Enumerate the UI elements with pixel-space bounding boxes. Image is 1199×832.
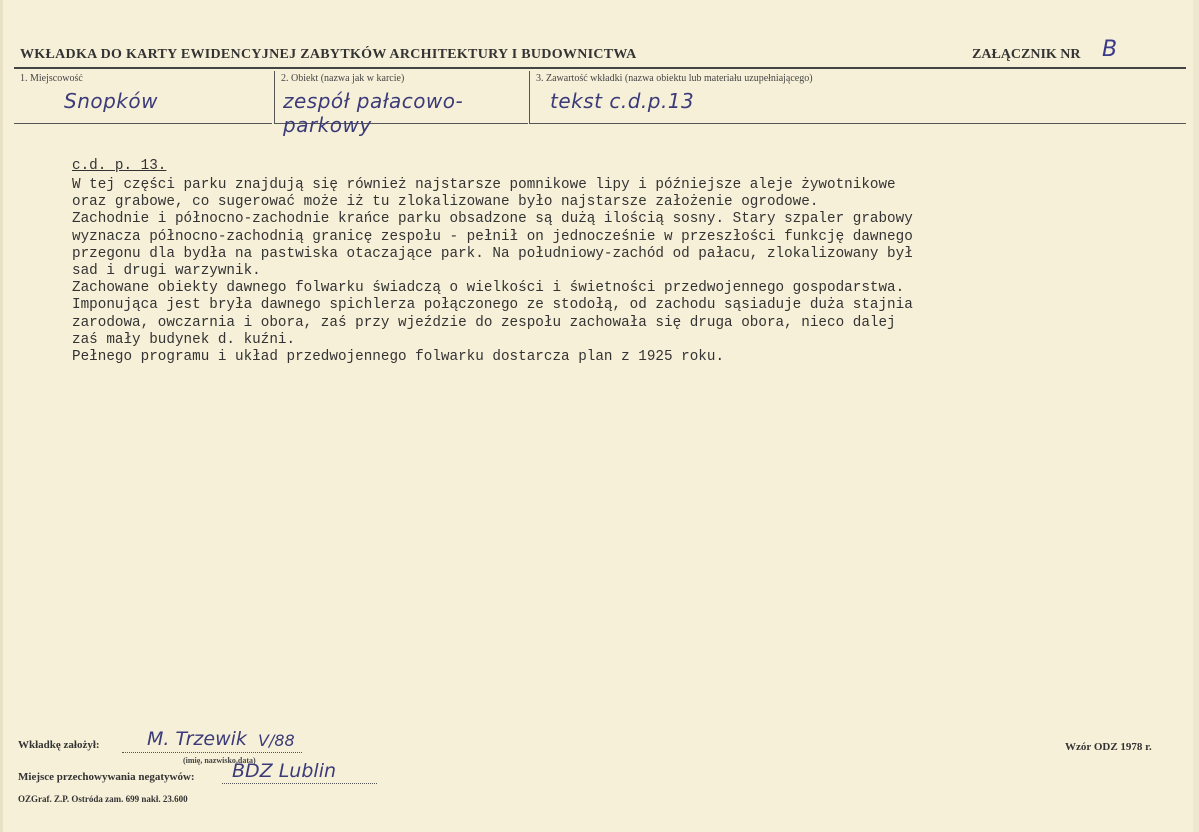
body-line: W tej części parku znajdują się również najstarsze pomnikowe lipy i późniejsze aleje żywotnikowe bbox=[72, 177, 896, 193]
body-text bbox=[72, 177, 1102, 366]
body-line: zaś mały budynek d. kuźni. bbox=[72, 331, 296, 348]
author-date: V/88 bbox=[258, 731, 295, 750]
field-object bbox=[274, 71, 528, 137]
field-contents-value: tekst c.d.p.13 bbox=[550, 89, 695, 113]
author-line bbox=[122, 752, 302, 753]
author-signature: M. Trzewik bbox=[147, 728, 247, 750]
negatives-signature: BDZ Lublin bbox=[232, 760, 337, 782]
attachment-value: B bbox=[1102, 37, 1118, 62]
body-line: zarodowa, owczarnia i obora, zaś przy wjeździe do zespołu zachowała się druga obora, nieco dalej bbox=[72, 314, 896, 331]
body-line: oraz grabowe, co sugerować może iż tu zlokalizowane było najstarsze założenie ogrodowe. bbox=[72, 194, 819, 211]
field-contents bbox=[529, 71, 1186, 124]
attachment-label: ZAŁĄCZNIK NR bbox=[972, 47, 1081, 62]
field-object-label: 2. Obiekt (nazwa jak w karcie) bbox=[281, 73, 405, 84]
body-heading: c.d. p. 13. bbox=[72, 158, 167, 174]
header-divider bbox=[14, 67, 1186, 69]
author-label: Wkładkę założył: bbox=[18, 739, 100, 751]
body-line: Zachowane obiekty dawnego folwarku świadczą o wielkości i świetności przedwojennego gospodarstwa. bbox=[72, 280, 905, 297]
body-line: przegonu dla bydła na pastwiska otaczające park. Na południowy-zachód od pałacu, zlokalizowany był bbox=[72, 245, 913, 262]
field-locality-label: 1. Miejscowość bbox=[20, 73, 83, 84]
negatives-label: Miejsce przechowywania negatywów: bbox=[18, 771, 195, 783]
printer-info: OZGraf. Z.P. Ostróda zam. 699 nakł. 23.600 bbox=[18, 794, 188, 804]
author-hint: (imię, nazwisko,data) bbox=[183, 756, 256, 765]
field-contents-label: 3. Zawartość wkładki (nazwa obiektu lub materiału uzupełniającego) bbox=[536, 73, 813, 84]
body-line: Zachodnie i północno-zachodnie krańce parku obsadzone są dużą ilością sosny. Stary szpaler grabowy bbox=[72, 211, 913, 228]
body-line: wyznacza północno-zachodnią granicę zespołu - pełnił on jednocześnie w przeszłości funkcję dawnego bbox=[72, 228, 913, 245]
body-line: Pełnego programu i układ przedwojennego folwarku dostarcza plan z 1925 roku. bbox=[72, 349, 725, 366]
negatives-line bbox=[222, 783, 377, 784]
form-title: WKŁADKA DO KARTY EWIDENCYJNEJ ZABYTKÓW ARCHITEKTURY I BUDOWNICTWA bbox=[20, 47, 637, 62]
body-line: sad i drugi warzywnik. bbox=[72, 263, 261, 280]
body-line: Imponująca jest bryła dawnego spichlerza połączonego ze stodołą, od zachodu sąsiaduje duża stajnia bbox=[72, 297, 913, 314]
field-locality bbox=[14, 71, 272, 124]
form-template-label: Wzór ODZ 1978 r. bbox=[1065, 741, 1152, 753]
field-locality-value: Snopków bbox=[64, 89, 158, 113]
field-object-value: zespół pałacowo-parkowy bbox=[283, 89, 464, 137]
